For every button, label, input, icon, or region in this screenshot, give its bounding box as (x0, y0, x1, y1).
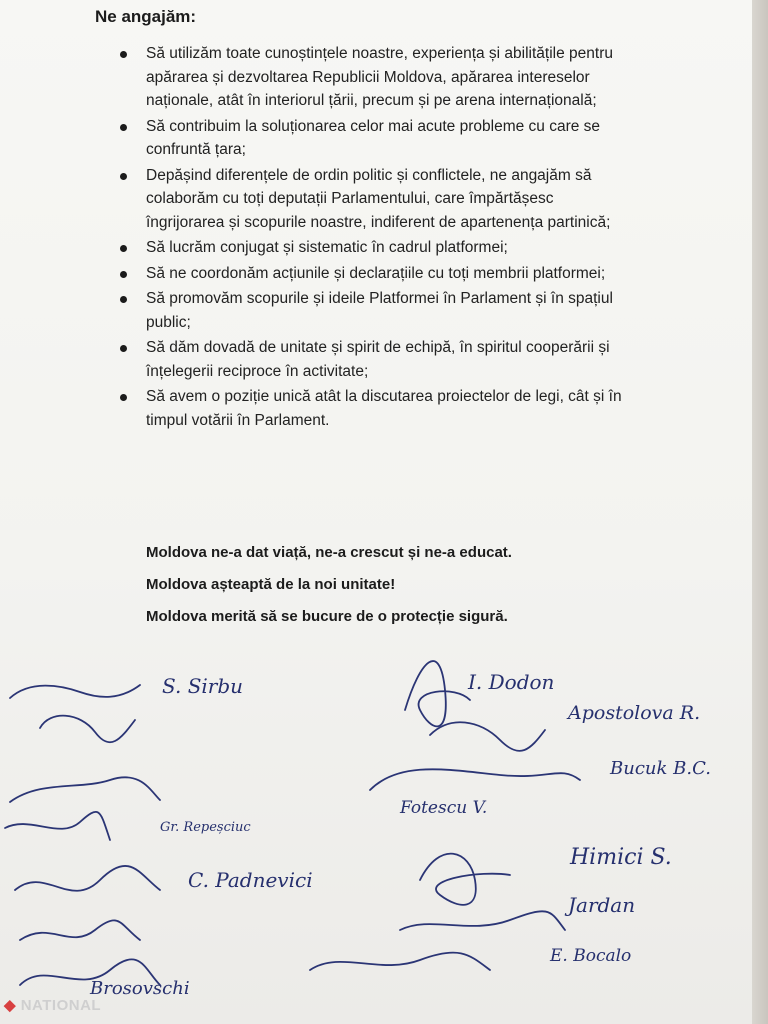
signature-name: E. Bocalo (550, 946, 632, 966)
list-item: Să utilizăm toate cunoștințele noastre, experiența și abilitățile pentru apărarea și dezvoltarea Republicii Moldova, apărarea intereselor naționale, atât în interiorul țării, precum și pe arena internațională; (118, 42, 628, 113)
signature-name: Gr. Repeșciuc (160, 820, 251, 835)
signature-name: C. Padnevici (188, 868, 313, 892)
list-item: Depășind diferențele de ordin politic și conflictele, ne angajăm să colaborăm cu toți deputații Parlamentului, care împărtășesc îngrijorarea și scopurile noastre, indiferent de apartenența partinică; (118, 164, 628, 235)
closing-line: Moldova ne-a dat viață, ne-a crescut și ne-a educat. (146, 544, 512, 561)
watermark-logo (4, 996, 101, 1014)
signature-name: Apostolova R. (568, 702, 701, 724)
signature-name: S. Sirbu (162, 674, 244, 698)
signature-block (0, 640, 752, 1024)
signature-name: Jardan (568, 893, 636, 917)
signature-name: Bucuk B.C. (610, 758, 711, 779)
list-item: Să ne coordonăm acțiunile și declarațiile cu toți membrii platformei; (118, 262, 628, 286)
signature-name: Fotescu V. (400, 798, 488, 818)
closing-statements (146, 544, 512, 640)
list-item: Să dăm dovadă de unitate și spirit de echipă, în spiritul cooperării și înțelegerii reciproce în activitate; (118, 336, 628, 383)
signature-scribbles (0, 640, 752, 1024)
signature-name: Himici S. (570, 845, 672, 870)
list-item: Să lucrăm conjugat și sistematic în cadrul platformei; (118, 236, 628, 260)
pledge-list (118, 42, 628, 434)
list-item: Să avem o poziție unică atât la discutarea proiectelor de legi, cât și în timpul votării în Parlament. (118, 385, 628, 432)
page-edge (752, 0, 768, 1024)
closing-line: Moldova merită să se bucure de o protecție sigură. (146, 608, 508, 625)
list-item: Să contribuim la soluționarea celor mai acute probleme cu care se confruntă țara; (118, 115, 628, 162)
watermark-mark-icon: ◆ (4, 997, 17, 1014)
list-item: Să promovăm scopurile și ideile Platformei în Parlament și în spațiul public; (118, 287, 628, 334)
watermark-text: NATIONAL (20, 997, 102, 1014)
closing-line: Moldova așteaptă de la noi unitate! (146, 576, 396, 593)
signature-name: I. Dodon (468, 670, 555, 694)
signature-name: Brosovschi (90, 978, 190, 999)
pledge-heading: Ne angajăm: (95, 7, 197, 26)
